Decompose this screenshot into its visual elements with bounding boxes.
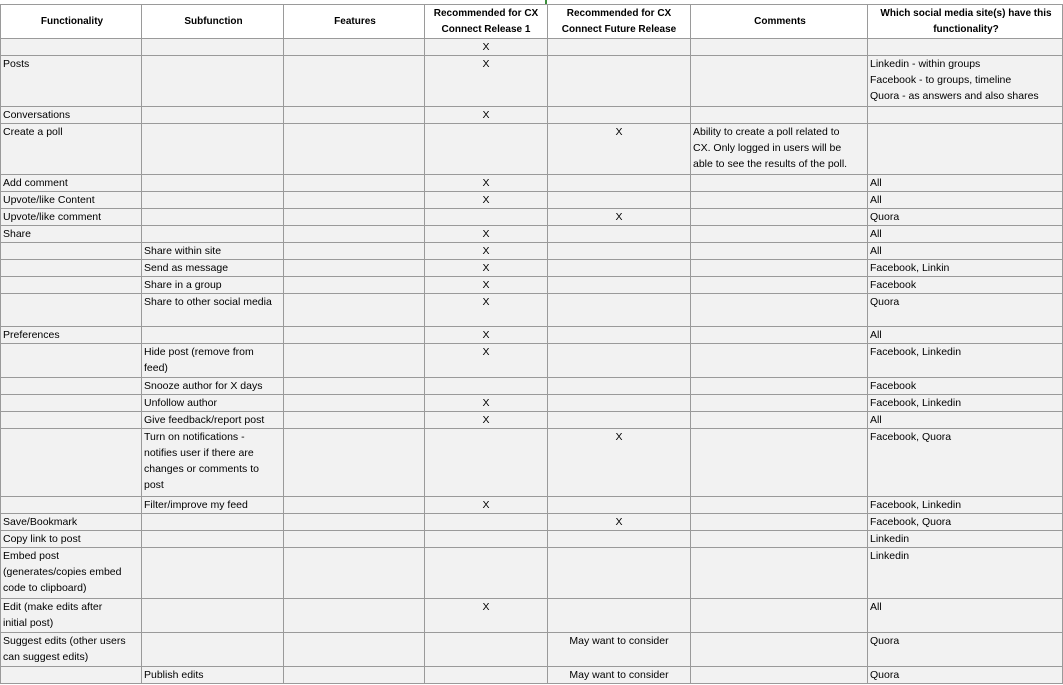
cell-functionality[interactable] <box>1 378 142 395</box>
cell-comments[interactable] <box>691 56 868 107</box>
cell-subfunction[interactable]: Snooze author for X days <box>142 378 284 395</box>
cell-line: Turn on notifications - <box>144 431 245 443</box>
cell-features[interactable] <box>284 107 425 124</box>
cell-line: Ability to create a poll related to <box>693 126 840 138</box>
cell-subfunction[interactable] <box>142 39 284 56</box>
cell-release-1[interactable]: X <box>425 107 548 124</box>
cell-future-release[interactable]: X <box>548 209 691 226</box>
cell-comments[interactable] <box>691 175 868 192</box>
cell-future-release[interactable] <box>548 226 691 243</box>
cell-future-release[interactable] <box>548 497 691 514</box>
cell-line: able to see the results of the poll. <box>693 158 848 170</box>
cell-line: Facebook - to groups, timeline <box>870 74 1012 86</box>
header-social-sites: Which social media site(s) have this functionality? <box>868 5 1063 39</box>
cell-subfunction[interactable] <box>142 192 284 209</box>
cell-social-sites[interactable] <box>868 124 1063 175</box>
cell-features[interactable] <box>284 395 425 412</box>
cell-functionality[interactable] <box>1 429 142 497</box>
cell-subfunction[interactable]: Unfollow author <box>142 395 284 412</box>
cell-line: feed) <box>144 362 168 374</box>
cell-features[interactable] <box>284 412 425 429</box>
cell-release-1[interactable]: X <box>425 327 548 344</box>
cell-future-release[interactable]: X <box>548 514 691 531</box>
cell-social-sites[interactable]: All <box>868 243 1063 260</box>
table-row <box>1 667 1063 684</box>
cell-features[interactable] <box>284 243 425 260</box>
cell-social-sites[interactable]: Linkedin <box>868 531 1063 548</box>
cell-comments[interactable] <box>691 277 868 294</box>
cell-subfunction[interactable] <box>142 226 284 243</box>
cell-subfunction[interactable] <box>142 56 284 107</box>
cell-release-1[interactable]: X <box>425 277 548 294</box>
cell-comments[interactable] <box>691 667 868 684</box>
cell-functionality[interactable] <box>1 633 142 667</box>
cell-line: notifies user if there are <box>144 447 254 459</box>
cell-features[interactable] <box>284 531 425 548</box>
cell-subfunction[interactable] <box>142 209 284 226</box>
cell-future-release[interactable] <box>548 412 691 429</box>
cell-release-1[interactable]: X <box>425 175 548 192</box>
cell-release-1[interactable]: X <box>425 395 548 412</box>
cell-functionality[interactable]: Add comment <box>1 175 142 192</box>
cell-features[interactable] <box>284 124 425 175</box>
cell-comments[interactable] <box>691 429 868 497</box>
table-row <box>1 599 1063 633</box>
cell-features[interactable] <box>284 39 425 56</box>
cell-social-sites[interactable]: All <box>868 327 1063 344</box>
cell-release-1[interactable] <box>425 548 548 599</box>
cell-subfunction[interactable] <box>142 327 284 344</box>
cell-social-sites[interactable] <box>868 107 1063 124</box>
header-future-release: Recommended for CX Connect Future Release <box>548 5 691 39</box>
cell-future-release[interactable] <box>548 56 691 107</box>
cell-comments[interactable] <box>691 226 868 243</box>
cell-functionality[interactable] <box>1 412 142 429</box>
cell-features[interactable] <box>284 294 425 327</box>
cell-line: initial post) <box>3 617 54 629</box>
cell-features[interactable] <box>284 429 425 497</box>
cell-future-release[interactable] <box>548 344 691 378</box>
cell-social-sites[interactable]: All <box>868 599 1063 633</box>
cell-future-release[interactable] <box>548 260 691 277</box>
cell-line: code to clipboard) <box>3 582 87 594</box>
cell-subfunction[interactable] <box>142 633 284 667</box>
cell-future-release[interactable] <box>548 531 691 548</box>
cell-future-release[interactable] <box>548 294 691 327</box>
cell-social-sites[interactable]: All <box>868 226 1063 243</box>
cell-future-release[interactable] <box>548 277 691 294</box>
cell-line: Quora - as answers and also shares <box>870 90 1039 102</box>
cell-comments[interactable] <box>691 209 868 226</box>
functionality-table <box>0 4 1063 684</box>
cell-subfunction[interactable] <box>142 531 284 548</box>
table-row <box>1 327 1063 344</box>
cell-features[interactable] <box>284 378 425 395</box>
cell-future-release[interactable]: May want to consider <box>548 667 691 684</box>
cell-features[interactable] <box>284 667 425 684</box>
cell-social-sites[interactable]: Facebook, Quora <box>868 514 1063 531</box>
cell-subfunction[interactable] <box>142 429 284 497</box>
cell-features[interactable] <box>284 277 425 294</box>
cell-functionality[interactable]: Conversations <box>1 107 142 124</box>
table-row <box>1 39 1063 56</box>
cell-functionality[interactable]: Preferences <box>1 327 142 344</box>
cell-subfunction[interactable] <box>142 548 284 599</box>
header-release-1: Recommended for CX Connect Release 1 <box>425 5 548 39</box>
cell-release-1[interactable] <box>425 124 548 175</box>
cell-features[interactable] <box>284 599 425 633</box>
cell-subfunction[interactable]: Share to other social media <box>142 294 284 327</box>
cell-release-1[interactable] <box>425 514 548 531</box>
cell-functionality[interactable] <box>1 667 142 684</box>
table-row <box>1 378 1063 395</box>
cell-comments[interactable] <box>691 633 868 667</box>
cell-features[interactable] <box>284 633 425 667</box>
cell-line: post <box>144 479 164 491</box>
cell-subfunction[interactable] <box>142 175 284 192</box>
cell-comments[interactable] <box>691 599 868 633</box>
cell-comments[interactable] <box>691 243 868 260</box>
cell-comments[interactable] <box>691 514 868 531</box>
cell-social-sites[interactable]: Facebook, Linkedin <box>868 395 1063 412</box>
cell-social-sites[interactable]: Facebook, Linkedin <box>868 344 1063 378</box>
cell-comments[interactable] <box>691 531 868 548</box>
cell-features[interactable] <box>284 56 425 107</box>
cell-future-release[interactable] <box>548 39 691 56</box>
cell-future-release[interactable]: May want to consider <box>548 633 691 667</box>
cell-social-sites[interactable]: Facebook, Linkedin <box>868 497 1063 514</box>
cell-social-sites[interactable]: Facebook <box>868 277 1063 294</box>
cell-subfunction[interactable] <box>142 107 284 124</box>
cell-future-release[interactable] <box>548 378 691 395</box>
cell-features[interactable] <box>284 344 425 378</box>
cell-future-release[interactable] <box>548 548 691 599</box>
cell-features[interactable] <box>284 226 425 243</box>
cell-social-sites[interactable]: All <box>868 192 1063 209</box>
cell-release-1[interactable]: X <box>425 39 548 56</box>
cell-release-1[interactable]: X <box>425 260 548 277</box>
cell-functionality[interactable] <box>1 260 142 277</box>
header-row <box>1 5 1063 39</box>
cell-release-1[interactable]: X <box>425 226 548 243</box>
cell-line: Embed post <box>3 550 60 562</box>
cell-features[interactable] <box>284 548 425 599</box>
cell-comments[interactable] <box>691 548 868 599</box>
cell-comments[interactable] <box>691 412 868 429</box>
cell-social-sites[interactable]: Quora <box>868 633 1063 667</box>
cell-social-sites[interactable]: Linkedin <box>868 548 1063 599</box>
table-row <box>1 344 1063 378</box>
cell-social-sites[interactable]: Quora <box>868 667 1063 684</box>
cell-social-sites[interactable] <box>868 39 1063 56</box>
cell-functionality[interactable]: Save/Bookmark <box>1 514 142 531</box>
table-row <box>1 260 1063 277</box>
cell-subfunction[interactable] <box>142 124 284 175</box>
cell-future-release[interactable] <box>548 599 691 633</box>
cell-comments[interactable] <box>691 395 868 412</box>
cell-features[interactable] <box>284 260 425 277</box>
cell-functionality[interactable]: Upvote/like Content <box>1 192 142 209</box>
cell-release-1[interactable] <box>425 531 548 548</box>
cell-functionality[interactable] <box>1 344 142 378</box>
cell-functionality[interactable] <box>1 277 142 294</box>
cell-line: Suggest edits (other users <box>3 635 126 647</box>
cell-line: changes or comments to <box>144 463 259 475</box>
cell-functionality[interactable] <box>1 39 142 56</box>
cell-comments[interactable] <box>691 192 868 209</box>
cell-release-1[interactable] <box>425 633 548 667</box>
cell-line: Edit (make edits after <box>3 601 103 613</box>
table-row <box>1 531 1063 548</box>
cell-release-1[interactable]: X <box>425 344 548 378</box>
cell-functionality[interactable] <box>1 548 142 599</box>
cell-comments[interactable] <box>691 378 868 395</box>
table-row <box>1 124 1063 175</box>
cell-comments[interactable] <box>691 294 868 327</box>
cell-subfunction[interactable]: Share in a group <box>142 277 284 294</box>
cell-line: Hide post (remove from <box>144 346 254 358</box>
table-row <box>1 395 1063 412</box>
header-features: Features <box>284 5 425 39</box>
cell-functionality[interactable]: Share <box>1 226 142 243</box>
cell-release-1[interactable] <box>425 378 548 395</box>
table-row <box>1 243 1063 260</box>
table-row <box>1 429 1063 497</box>
table-row <box>1 56 1063 107</box>
cell-social-sites[interactable]: Facebook, Linkin <box>868 260 1063 277</box>
header-functionality: Functionality <box>1 5 142 39</box>
cell-functionality[interactable]: Copy link to post <box>1 531 142 548</box>
table-row <box>1 192 1063 209</box>
cell-line: (generates/copies embed <box>3 566 122 578</box>
cell-functionality[interactable]: Upvote/like comment <box>1 209 142 226</box>
cell-subfunction[interactable]: Send as message <box>142 260 284 277</box>
cell-future-release[interactable] <box>548 175 691 192</box>
cell-subfunction[interactable] <box>142 599 284 633</box>
cell-functionality[interactable]: Create a poll <box>1 124 142 175</box>
cell-comments[interactable] <box>691 124 868 175</box>
cell-features[interactable] <box>284 192 425 209</box>
cell-comments[interactable] <box>691 497 868 514</box>
cell-subfunction[interactable] <box>142 344 284 378</box>
cell-comments[interactable] <box>691 344 868 378</box>
cell-subfunction[interactable]: Give feedback/report post <box>142 412 284 429</box>
table-row <box>1 294 1063 327</box>
cell-line: can suggest edits) <box>3 651 89 663</box>
cell-subfunction[interactable] <box>142 514 284 531</box>
table-row <box>1 412 1063 429</box>
cell-release-1[interactable] <box>425 667 548 684</box>
table-row <box>1 548 1063 599</box>
cell-features[interactable] <box>284 327 425 344</box>
cell-functionality[interactable] <box>1 599 142 633</box>
cell-subfunction[interactable]: Share within site <box>142 243 284 260</box>
cell-social-sites[interactable]: Facebook <box>868 378 1063 395</box>
cell-functionality[interactable] <box>1 395 142 412</box>
cell-features[interactable] <box>284 175 425 192</box>
cell-comments[interactable] <box>691 260 868 277</box>
cell-features[interactable] <box>284 209 425 226</box>
cell-functionality[interactable] <box>1 497 142 514</box>
cell-future-release[interactable] <box>548 107 691 124</box>
cell-social-sites[interactable]: All <box>868 175 1063 192</box>
cell-line: Linkedin - within groups <box>870 58 981 70</box>
cell-social-sites[interactable]: All <box>868 412 1063 429</box>
table-row <box>1 497 1063 514</box>
cell-future-release[interactable]: X <box>548 124 691 175</box>
cell-future-release[interactable] <box>548 395 691 412</box>
cell-comments[interactable] <box>691 39 868 56</box>
cell-subfunction[interactable]: Filter/improve my feed <box>142 497 284 514</box>
table-row <box>1 633 1063 667</box>
cell-release-1[interactable]: X <box>425 412 548 429</box>
cell-comments[interactable] <box>691 107 868 124</box>
cell-social-sites[interactable]: Quora <box>868 294 1063 327</box>
table-row <box>1 175 1063 192</box>
cell-comments[interactable] <box>691 327 868 344</box>
table-row <box>1 514 1063 531</box>
cell-subfunction[interactable]: Publish edits <box>142 667 284 684</box>
header-comments: Comments <box>691 5 868 39</box>
header-subfunction: Subfunction <box>142 5 284 39</box>
cell-future-release[interactable] <box>548 192 691 209</box>
cell-social-sites[interactable]: Quora <box>868 209 1063 226</box>
cell-features[interactable] <box>284 497 425 514</box>
cell-functionality[interactable] <box>1 294 142 327</box>
cell-functionality[interactable] <box>1 243 142 260</box>
cell-features[interactable] <box>284 514 425 531</box>
cell-social-sites[interactable] <box>868 56 1063 107</box>
cell-release-1[interactable] <box>425 209 548 226</box>
table-row <box>1 107 1063 124</box>
cell-release-1[interactable] <box>425 429 548 497</box>
cell-release-1[interactable]: X <box>425 192 548 209</box>
cell-social-sites[interactable]: Facebook, Quora <box>868 429 1063 497</box>
cell-release-1[interactable]: X <box>425 56 548 107</box>
cell-release-1[interactable]: X <box>425 243 548 260</box>
table-row <box>1 277 1063 294</box>
cell-release-1[interactable]: X <box>425 294 548 327</box>
cell-release-1[interactable]: X <box>425 497 548 514</box>
table-row <box>1 226 1063 243</box>
cell-release-1[interactable]: X <box>425 599 548 633</box>
table-body <box>1 39 1063 684</box>
cell-future-release[interactable] <box>548 327 691 344</box>
cell-future-release[interactable] <box>548 243 691 260</box>
cell-functionality[interactable]: Posts <box>1 56 142 107</box>
cell-line: CX. Only logged in users will be <box>693 142 842 154</box>
table-row <box>1 209 1063 226</box>
cell-future-release[interactable]: X <box>548 429 691 497</box>
